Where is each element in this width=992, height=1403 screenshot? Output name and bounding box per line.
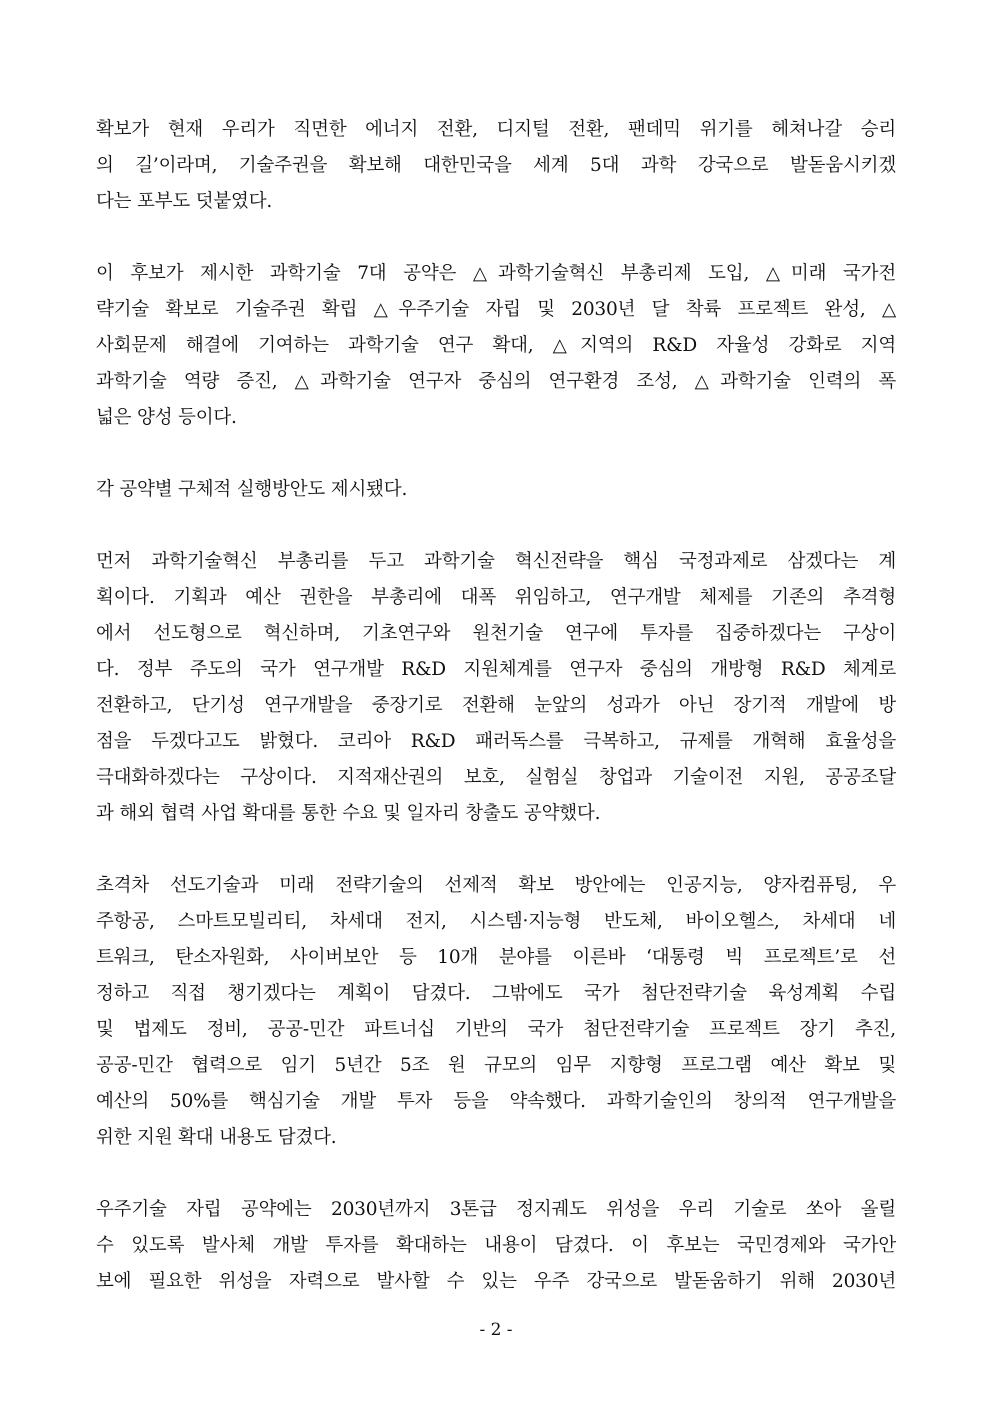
paragraph bbox=[96, 868, 896, 1156]
text-line: 점을 두겠다고도 밝혔다. 코리아 R&D 패러독스를 극복하고, 규제를 개혁해 효율성을 bbox=[96, 731, 896, 752]
text-line: 에서 선도형으로 혁신하며, 기초연구와 원천기술 연구에 투자를 집중하겠다는 구상이 bbox=[96, 623, 896, 644]
text-line: 의 길’이라며, 기술주권을 확보해 대한민국을 세계 5대 과학 강국으로 발돋움시키겠 bbox=[96, 155, 896, 176]
text-line: 수 있도록 발사체 개발 투자를 확대하는 내용이 담겼다. 이 후보는 국민경제와 국가안 bbox=[96, 1235, 896, 1256]
page-number: - 2 - bbox=[479, 1320, 513, 1340]
body-text bbox=[96, 112, 896, 1336]
text-line: 각 공약별 구체적 실행방안도 제시됐다. bbox=[96, 479, 408, 500]
text-line: 확보가 현재 우리가 직면한 에너지 전환, 디지털 전환, 팬데믹 위기를 헤쳐나갈 승리 bbox=[96, 119, 896, 140]
paragraph bbox=[96, 1192, 896, 1300]
text-line: 전환하고, 단기성 연구개발을 중장기로 전환해 눈앞의 성과가 아닌 장기적 개발에 방 bbox=[96, 695, 896, 716]
text-line: 먼저 과학기술혁신 부총리를 두고 과학기술 혁신전략을 핵심 국정과제로 삼겠다는 계 bbox=[96, 551, 896, 572]
text-line: 다. 정부 주도의 국가 연구개발 R&D 지원체계를 연구자 중심의 개방형 R&D 체계로 bbox=[96, 659, 896, 680]
text-line: 초격차 선도기술과 미래 전략기술의 선제적 확보 방안에는 인공지능, 양자컴퓨팅, 우 bbox=[96, 875, 896, 896]
paragraph bbox=[96, 472, 896, 508]
text-line: 정하고 직접 챙기겠다는 계획이 담겼다. 그밖에도 국가 첨단전략기술 육성계획 수립 bbox=[96, 983, 896, 1004]
paragraph bbox=[96, 112, 896, 220]
text-line: 과학기술 역량 증진, △과학기술 연구자 중심의 연구환경 조성, △과학기술 인력의 폭 bbox=[96, 371, 896, 392]
text-line: 다는 포부도 덧붙였다. bbox=[96, 191, 273, 212]
text-line: 사회문제 해결에 기여하는 과학기술 연구 확대, △지역의 R&D 자율성 강화로 지역 bbox=[96, 335, 896, 356]
text-line: 우주기술 자립 공약에는 2030년까지 3톤급 정지궤도 위성을 우리 기술로 쏘아 올릴 bbox=[96, 1199, 896, 1220]
text-line: 주항공, 스마트모빌리티, 차세대 전지, 시스템·지능형 반도체, 바이오헬스, 차세대 네 bbox=[96, 911, 896, 932]
text-line: 넓은 양성 등이다. bbox=[96, 407, 237, 428]
text-line: 략기술 확보로 기술주권 확립 △우주기술 자립 및 2030년 달 착륙 프로젝트 완성, △ bbox=[96, 299, 896, 320]
text-line: 위한 지원 확대 내용도 담겼다. bbox=[96, 1127, 337, 1148]
paragraph bbox=[96, 256, 896, 436]
text-line: 이 후보가 제시한 과학기술 7대 공약은 △과학기술혁신 부총리제 도입, △미래 국가전 bbox=[96, 263, 896, 284]
text-line: 과 해외 협력 사업 확대를 통한 수요 및 일자리 창출도 공약했다. bbox=[96, 803, 601, 824]
text-line: 극대화하겠다는 구상이다. 지적재산권의 보호, 실험실 창업과 기술이전 지원, 공공조달 bbox=[96, 767, 896, 788]
text-line: 획이다. 기획과 예산 권한을 부총리에 대폭 위임하고, 연구개발 체제를 기존의 추격형 bbox=[96, 587, 896, 608]
text-line: 및 법제도 정비, 공공-민간 파트너십 기반의 국가 첨단전략기술 프로젝트 장기 추진, bbox=[96, 1019, 896, 1040]
text-line: 공공-민간 협력으로 임기 5년간 5조 원 규모의 임무 지향형 프로그램 예산 확보 및 bbox=[96, 1055, 896, 1076]
text-line: 보에 필요한 위성을 자력으로 발사할 수 있는 우주 강국으로 발돋움하기 위해 2030년 bbox=[96, 1271, 896, 1292]
text-line: 예산의 50%를 핵심기술 개발 투자 등을 약속했다. 과학기술인의 창의적 연구개발을 bbox=[96, 1091, 896, 1112]
paragraph bbox=[96, 544, 896, 832]
text-line: 트워크, 탄소자원화, 사이버보안 등 10개 분야를 이른바 ‘대통령 빅 프로젝트’로 선 bbox=[96, 947, 896, 968]
